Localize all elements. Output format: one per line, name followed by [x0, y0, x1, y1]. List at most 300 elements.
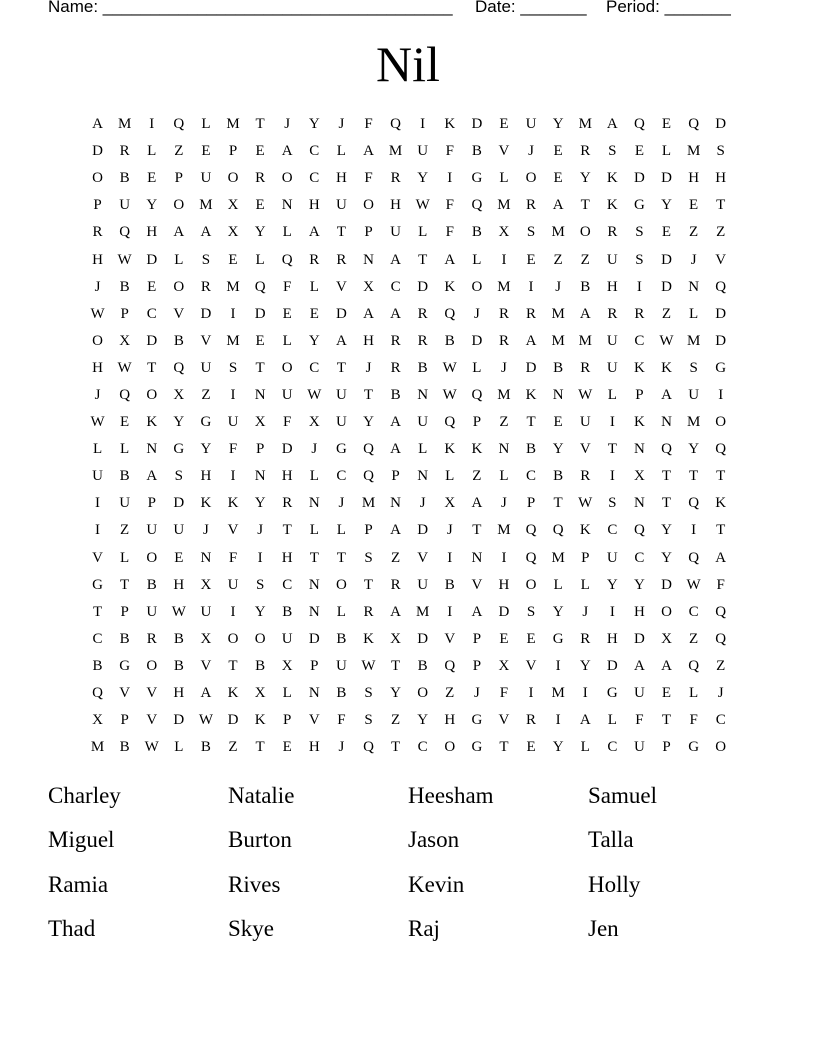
- grid-letter: E: [661, 224, 672, 241]
- grid-letter: Y: [552, 603, 564, 620]
- grid-letter: W: [686, 576, 701, 593]
- grid-letter: S: [174, 468, 183, 485]
- grid-letter: U: [281, 630, 293, 647]
- grid-letter: Q: [92, 685, 103, 702]
- word-bank-item: Ramia: [48, 871, 109, 897]
- grid-letter: C: [688, 603, 699, 620]
- grid-letter: U: [634, 739, 645, 756]
- grid-letter: R: [390, 359, 401, 376]
- grid-letter: O: [661, 603, 672, 620]
- grid-letter: Y: [606, 576, 618, 593]
- grid-letter: V: [227, 522, 239, 539]
- grid-letter: J: [257, 522, 264, 539]
- grid-letter: B: [417, 359, 428, 376]
- grid-letter: F: [228, 549, 238, 566]
- grid-letter: R: [146, 630, 157, 647]
- grid-letter: I: [718, 386, 724, 403]
- grid-letter: E: [174, 549, 184, 566]
- grid-letter: Q: [471, 386, 483, 403]
- grid-letter: C: [282, 576, 293, 593]
- grid-letter: Y: [634, 576, 645, 593]
- grid-letter: J: [338, 116, 345, 133]
- grid-letter: U: [417, 414, 429, 431]
- grid-letter: K: [227, 685, 239, 702]
- grid-letter: B: [553, 468, 564, 485]
- word-bank-item: Burton: [228, 827, 292, 853]
- grid-letter: N: [281, 197, 293, 214]
- grid-letter: A: [661, 657, 672, 674]
- grid-letter: K: [471, 441, 483, 458]
- grid-letter: T: [363, 386, 374, 403]
- grid-letter: E: [553, 143, 563, 160]
- grid-letter: T: [716, 522, 726, 539]
- grid-letter: X: [227, 197, 239, 214]
- grid-letter: N: [254, 386, 266, 403]
- grid-letter: E: [255, 332, 265, 349]
- grid-letter: Y: [661, 522, 672, 539]
- grid-letter: D: [606, 657, 618, 674]
- grid-letter: D: [308, 630, 320, 647]
- grid-row: [84, 517, 734, 544]
- grid-letter: A: [579, 712, 591, 729]
- grid-letter: Q: [661, 441, 672, 458]
- grid-letter: U: [200, 603, 212, 620]
- grid-letter: X: [444, 495, 456, 512]
- grid-letter: N: [200, 549, 212, 566]
- student-info-header: [48, 0, 768, 19]
- grid-letter: X: [200, 630, 212, 647]
- grid-letter: P: [283, 712, 292, 729]
- grid-letter: L: [418, 224, 428, 241]
- grid-letter: P: [472, 657, 482, 674]
- grid-letter: U: [335, 197, 347, 214]
- grid-letter: J: [501, 359, 507, 376]
- grid-letter: R: [498, 305, 509, 322]
- grid-letter: Y: [363, 414, 374, 431]
- grid-letter: T: [92, 603, 103, 620]
- word-bank-item: Skye: [228, 915, 274, 941]
- grid-letter: O: [254, 630, 266, 647]
- grid-letter: R: [580, 143, 591, 160]
- grid-letter: J: [203, 522, 209, 539]
- grid-row: [84, 355, 734, 382]
- grid-letter: D: [715, 305, 727, 322]
- grid-letter: M: [497, 386, 511, 403]
- grid-letter: N: [634, 495, 645, 512]
- grid-row: [84, 328, 734, 355]
- grid-letter: G: [173, 441, 185, 458]
- grid-letter: D: [715, 116, 727, 133]
- grid-row: [84, 111, 734, 138]
- grid-letter: J: [311, 441, 318, 458]
- grid-letter: U: [119, 495, 131, 512]
- grid-letter: B: [200, 739, 211, 756]
- grid-letter: S: [364, 712, 373, 729]
- grid-letter: O: [173, 278, 185, 295]
- grid-letter: T: [499, 739, 509, 756]
- grid-letter: V: [146, 712, 158, 729]
- grid-letter: Z: [553, 251, 563, 268]
- grid-letter: R: [282, 495, 293, 512]
- grid-letter: Z: [472, 468, 482, 485]
- grid-letter: V: [417, 549, 429, 566]
- grid-letter: X: [173, 386, 185, 403]
- grid-letter: A: [390, 441, 401, 458]
- grid-letter: J: [690, 251, 697, 268]
- grid-letter: D: [417, 522, 429, 539]
- grid-letter: O: [227, 630, 239, 647]
- grid-letter: U: [417, 143, 429, 160]
- grid-letter: I: [230, 603, 236, 620]
- grid-row: [84, 734, 734, 761]
- grid-letter: E: [553, 170, 563, 187]
- grid-letter: Z: [580, 251, 590, 268]
- word-bank: [48, 778, 768, 955]
- grid-letter: A: [579, 305, 591, 322]
- grid-letter: I: [230, 386, 236, 403]
- grid-letter: P: [581, 549, 590, 566]
- grid-row: [84, 463, 734, 490]
- grid-letter: C: [309, 143, 320, 160]
- grid-letter: O: [579, 224, 591, 241]
- grid-letter: N: [308, 576, 320, 593]
- grid-letter: J: [555, 278, 562, 295]
- grid-letter: K: [200, 495, 212, 512]
- grid-letter: L: [580, 576, 590, 593]
- grid-letter: K: [525, 386, 537, 403]
- grid-letter: T: [255, 116, 265, 133]
- grid-letter: E: [282, 305, 292, 322]
- grid-letter: T: [689, 468, 699, 485]
- grid-letter: F: [364, 170, 373, 187]
- grid-letter: K: [634, 359, 645, 376]
- grid-letter: D: [92, 143, 103, 160]
- grid-letter: A: [173, 224, 185, 241]
- grid-letter: Q: [634, 116, 645, 133]
- grid-letter: A: [390, 414, 401, 431]
- grid-row: [84, 545, 734, 572]
- grid-letter: Y: [552, 441, 564, 458]
- grid-letter: Q: [444, 657, 456, 674]
- grid-letter: R: [336, 251, 347, 268]
- grid-letter: L: [92, 441, 103, 458]
- grid-letter: Z: [445, 685, 455, 702]
- grid-letter: G: [552, 630, 564, 647]
- grid-letter: E: [526, 739, 536, 756]
- grid-letter: V: [444, 630, 456, 647]
- grid-letter: Q: [363, 441, 374, 458]
- grid-letter: F: [716, 576, 725, 593]
- grid-letter: Y: [254, 224, 266, 241]
- grid-letter: D: [335, 305, 347, 322]
- grid-letter: D: [146, 332, 158, 349]
- grid-letter: O: [335, 576, 347, 593]
- grid-letter: K: [363, 630, 374, 647]
- grid-letter: J: [419, 495, 426, 512]
- grid-letter: X: [92, 712, 103, 729]
- grid-letter: I: [691, 522, 697, 539]
- grid-letter: K: [715, 495, 727, 512]
- grid-letter: A: [200, 224, 212, 241]
- grid-letter: N: [661, 414, 672, 431]
- grid-letter: H: [173, 685, 185, 702]
- grid-letter: L: [689, 685, 699, 702]
- grid-letter: V: [498, 143, 510, 160]
- grid-letter: R: [607, 224, 618, 241]
- grid-letter: A: [606, 116, 618, 133]
- grid-letter: W: [144, 739, 159, 756]
- grid-letter: X: [281, 657, 293, 674]
- grid-letter: R: [526, 197, 537, 214]
- grid-letter: I: [609, 414, 615, 431]
- grid-letter: U: [146, 603, 158, 620]
- grid-letter: S: [201, 251, 211, 268]
- word-bank-item: Talla: [588, 827, 634, 853]
- grid-letter: U: [227, 414, 239, 431]
- grid-letter: T: [553, 495, 563, 512]
- grid-letter: L: [309, 522, 319, 539]
- grid-letter: D: [661, 576, 672, 593]
- grid-letter: D: [200, 305, 212, 322]
- grid-letter: S: [364, 685, 373, 702]
- grid-letter: E: [689, 197, 699, 214]
- grid-row: [84, 138, 734, 165]
- grid-letter: D: [227, 712, 239, 729]
- grid-letter: L: [580, 739, 590, 756]
- grid-row: [84, 626, 734, 653]
- grid-letter: Q: [363, 468, 374, 485]
- grid-letter: Q: [715, 630, 727, 647]
- grid-letter: R: [390, 576, 401, 593]
- grid-letter: F: [445, 224, 454, 241]
- grid-letter: P: [255, 441, 265, 458]
- grid-letter: H: [444, 712, 456, 729]
- grid-letter: B: [146, 576, 157, 593]
- grid-letter: R: [498, 332, 509, 349]
- grid-letter: Z: [689, 630, 699, 647]
- grid-letter: E: [228, 251, 238, 268]
- grid-letter: L: [336, 143, 346, 160]
- grid-letter: Z: [716, 224, 726, 241]
- grid-letter: L: [255, 251, 265, 268]
- grid-row: [84, 436, 734, 463]
- grid-letter: X: [498, 224, 510, 241]
- grid-letter: F: [283, 278, 292, 295]
- grid-letter: G: [471, 739, 483, 756]
- grid-letter: C: [607, 739, 618, 756]
- grid-letter: O: [227, 170, 239, 187]
- grid-letter: R: [390, 170, 401, 187]
- grid-letter: C: [634, 332, 645, 349]
- grid-letter: O: [525, 170, 537, 187]
- grid-letter: E: [282, 739, 292, 756]
- grid-letter: I: [636, 278, 642, 295]
- grid-letter: A: [363, 305, 374, 322]
- grid-letter: Y: [552, 116, 564, 133]
- grid-letter: D: [281, 441, 293, 458]
- grid-letter: I: [95, 522, 101, 539]
- grid-letter: H: [634, 603, 645, 620]
- grid-letter: A: [471, 603, 483, 620]
- grid-letter: N: [417, 386, 429, 403]
- grid-letter: R: [526, 305, 537, 322]
- grid-letter: J: [717, 685, 724, 702]
- grid-letter: R: [580, 630, 591, 647]
- grid-letter: P: [147, 495, 156, 512]
- grid-letter: M: [686, 143, 701, 160]
- grid-letter: B: [471, 224, 482, 241]
- grid-letter: Y: [688, 441, 700, 458]
- grid-letter: U: [92, 468, 103, 485]
- grid-letter: O: [444, 739, 456, 756]
- grid-letter: J: [446, 522, 453, 539]
- grid-letter: N: [417, 468, 429, 485]
- grid-row: [84, 165, 734, 192]
- grid-letter: C: [607, 522, 618, 539]
- grid-letter: Q: [363, 739, 374, 756]
- grid-letter: J: [528, 143, 534, 160]
- grid-letter: W: [198, 712, 213, 729]
- grid-letter: Y: [417, 712, 429, 729]
- grid-letter: P: [364, 224, 373, 241]
- grid-letter: S: [526, 603, 536, 620]
- grid-letter: Z: [689, 224, 699, 241]
- grid-letter: A: [335, 332, 347, 349]
- date-field-label: Date: _______: [475, 0, 587, 16]
- grid-letter: A: [92, 116, 103, 133]
- grid-letter: B: [390, 386, 401, 403]
- grid-letter: K: [634, 414, 645, 431]
- grid-letter: I: [230, 305, 236, 322]
- grid-letter: X: [119, 332, 131, 349]
- grid-letter: P: [120, 305, 129, 322]
- grid-letter: I: [582, 685, 588, 702]
- grid-letter: N: [552, 386, 564, 403]
- grid-letter: U: [200, 359, 212, 376]
- grid-letter: I: [555, 657, 561, 674]
- grid-letter: G: [92, 576, 103, 593]
- grid-letter: Y: [661, 197, 672, 214]
- grid-letter: L: [120, 549, 130, 566]
- grid-letter: T: [147, 359, 157, 376]
- grid-letter: F: [635, 712, 644, 729]
- grid-row: [84, 382, 734, 409]
- grid-letter: S: [635, 224, 644, 241]
- grid-letter: J: [473, 685, 480, 702]
- grid-letter: Q: [254, 278, 266, 295]
- grid-letter: L: [147, 143, 157, 160]
- grid-letter: K: [146, 414, 158, 431]
- grid-letter: B: [336, 685, 347, 702]
- grid-letter: U: [606, 251, 618, 268]
- grid-letter: P: [391, 468, 400, 485]
- grid-letter: I: [95, 495, 101, 512]
- grid-letter: B: [580, 278, 591, 295]
- grid-letter: N: [688, 278, 700, 295]
- grid-letter: R: [363, 603, 374, 620]
- grid-letter: P: [120, 603, 129, 620]
- grid-letter: P: [174, 170, 183, 187]
- grid-letter: P: [662, 739, 671, 756]
- grid-letter: Q: [688, 549, 700, 566]
- grid-row: [84, 301, 734, 328]
- grid-letter: B: [119, 739, 130, 756]
- grid-letter: X: [498, 657, 510, 674]
- grid-letter: F: [364, 116, 373, 133]
- grid-letter: V: [335, 278, 347, 295]
- grid-letter: P: [472, 414, 482, 431]
- grid-letter: L: [174, 251, 184, 268]
- grid-letter: O: [281, 170, 293, 187]
- grid-letter: Q: [471, 197, 483, 214]
- grid-letter: Q: [688, 495, 700, 512]
- grid-letter: R: [417, 332, 428, 349]
- grid-letter: Y: [661, 549, 672, 566]
- grid-letter: A: [390, 603, 401, 620]
- grid-letter: Z: [120, 522, 130, 539]
- grid-letter: J: [284, 116, 291, 133]
- grid-letter: R: [417, 305, 428, 322]
- grid-letter: U: [173, 522, 185, 539]
- grid-letter: V: [471, 576, 483, 593]
- grid-letter: R: [390, 332, 401, 349]
- grid-letter: N: [308, 685, 320, 702]
- grid-letter: V: [200, 657, 212, 674]
- grid-letter: L: [336, 603, 346, 620]
- grid-letter: E: [309, 305, 319, 322]
- grid-letter: Y: [579, 170, 591, 187]
- grid-letter: Q: [634, 522, 645, 539]
- grid-letter: S: [255, 576, 265, 593]
- word-bank-item: Charley: [48, 783, 121, 808]
- grid-letter: B: [526, 441, 537, 458]
- grid-letter: N: [146, 441, 158, 458]
- grid-letter: Q: [119, 224, 131, 241]
- grid-letter: E: [499, 630, 509, 647]
- grid-letter: H: [308, 197, 320, 214]
- grid-letter: J: [365, 359, 372, 376]
- grid-letter: L: [445, 468, 455, 485]
- grid-letter: T: [309, 549, 319, 566]
- grid-letter: F: [337, 712, 346, 729]
- grid-letter: R: [580, 359, 591, 376]
- grid-letter: L: [282, 224, 292, 241]
- grid-letter: O: [715, 414, 727, 431]
- grid-row: [84, 246, 734, 273]
- grid-letter: E: [201, 143, 211, 160]
- grid-letter: M: [226, 278, 240, 295]
- grid-row: [84, 409, 734, 436]
- grid-letter: D: [146, 251, 158, 268]
- grid-letter: A: [525, 332, 537, 349]
- grid-letter: B: [444, 576, 455, 593]
- grid-letter: E: [634, 143, 644, 160]
- grid-letter: P: [635, 386, 644, 403]
- grid-letter: M: [551, 549, 565, 566]
- grid-letter: W: [442, 386, 457, 403]
- grid-letter: N: [254, 468, 266, 485]
- grid-letter: T: [282, 522, 292, 539]
- grid-letter: V: [173, 305, 185, 322]
- grid-letter: T: [336, 224, 346, 241]
- grid-letter: E: [255, 197, 265, 214]
- grid-letter: D: [471, 116, 483, 133]
- grid-letter: H: [606, 278, 618, 295]
- grid-letter: Q: [715, 441, 727, 458]
- grid-letter: Q: [390, 116, 401, 133]
- grid-row: [84, 599, 734, 626]
- grid-letter: Z: [201, 386, 211, 403]
